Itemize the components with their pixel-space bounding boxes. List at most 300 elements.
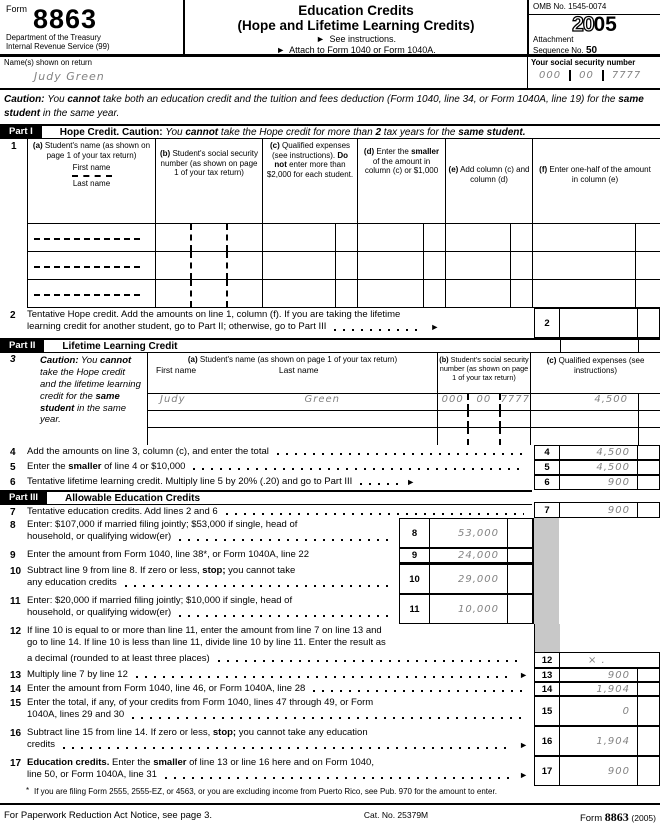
ll-col-a-prefix: (a) [187,355,198,364]
col-c-prefix: (c) [269,141,280,150]
line10-text [0,564,399,594]
bar-empty-cell [638,340,660,352]
dot-leader [277,453,524,455]
dot-leader [334,329,424,331]
line15-number: 15 [10,698,22,709]
footnote-star: * [26,786,30,795]
line13-number: 13 [10,670,22,681]
col-d-text1: Enter the [376,147,409,156]
line6-box-number: 6 [534,475,560,490]
line15-label1: Enter the total, if any, of your credits from Form 1040, lines 47 through 49, or Form [27,697,374,708]
line13-text [0,668,534,682]
line16-cents[interactable] [638,726,660,756]
caution-seg: cannot [67,94,101,105]
ssn-label: Your social security number [531,58,636,67]
line15-amount[interactable]: 0 [560,696,638,726]
line7-text [0,502,534,518]
shaded-area [533,594,559,624]
line10-number: 10 [10,566,22,577]
ssn-value[interactable] [531,70,657,81]
dot-leader [136,676,513,678]
line12-decimal-value[interactable]: × . [560,652,660,668]
dot-leader [218,660,524,662]
col-d-header [358,139,446,223]
hope-student-row [28,224,660,252]
line9-box-number: 9 [399,548,430,564]
line10-cents[interactable] [508,564,533,594]
dot-leader [226,513,524,515]
add-cd-cell[interactable] [446,280,533,307]
line2-text1: Tentative Hope credit. Add the amounts on line 1, column (f). If you are taking the lifetime [27,309,401,320]
footer-form-year: (2005) [631,813,656,823]
dashed-divider [72,175,112,177]
caution-seg: in the same year. [42,107,120,119]
part1-title-seg: tax years for the [383,126,456,138]
taxpayer-row [0,57,660,90]
ll-ssn-part3[interactable]: 7777 [499,394,530,410]
line16-number: 16 [10,728,22,739]
qualified-expenses-cell[interactable] [263,280,358,307]
dot-leader [165,777,513,779]
ssn-field[interactable] [527,57,660,88]
line15-text [0,696,534,726]
dept-line2: Internal Revenue Service (99) [6,42,110,52]
line4-cents[interactable] [638,445,660,460]
line11-box-number: 11 [399,594,430,624]
line10-label2: any education credits [27,577,117,589]
arrow-icon: ► [316,34,325,44]
part1-label: Part I [0,126,42,138]
footer-form-id [580,810,656,825]
student-name-cell[interactable] [28,224,156,251]
line17-amount[interactable]: 900 [560,756,638,786]
arrow-icon: ► [430,322,440,332]
col-d-bold: smaller [411,147,440,156]
line5-cents[interactable] [638,460,660,475]
line14-text [0,682,534,696]
form-title-block [185,0,527,54]
ll-name-cell[interactable] [148,394,438,410]
dot-leader [132,717,524,719]
attach-text: Attach to Form 1040 or Form 1040A. [289,45,436,55]
col-b-prefix: (b) [159,149,171,158]
line15-cents[interactable] [638,696,660,726]
line7-amount[interactable]: 900 [560,502,638,518]
line15-box-number: 15 [534,696,560,726]
line9-amount[interactable]: 24,000 [430,548,508,564]
line12-label2: go to line 14. If line 10 is less than line 11, divide line 10 by line 11. Enter the result as [27,637,386,649]
dashed-entry-line [34,238,139,240]
line16-box-number: 16 [534,726,560,756]
name-field[interactable] [0,57,527,88]
col-f-text: Enter one-half of the amount in column (e) [549,165,651,184]
line11-amount[interactable]: 10,000 [430,594,508,624]
line8-text [0,518,399,548]
footer-form-number: 8863 [604,810,629,824]
student-name-cell[interactable] [28,280,156,307]
line17-box-number: 17 [534,756,560,786]
caution-seg: same student [4,94,644,119]
empty-area [560,624,660,652]
line8-box-number: 8 [399,518,430,548]
line16-amount[interactable]: 1,904 [560,726,638,756]
line8-cents[interactable] [508,518,533,548]
attach-line [185,45,527,55]
line9-text [0,548,399,564]
empty-area [559,594,659,624]
dot-leader [360,483,400,485]
line14-number: 14 [10,684,22,695]
ll-expenses-cell[interactable] [531,411,660,427]
dashed-entry-line [34,266,139,268]
line-12-lower [0,652,660,668]
form-title-line1: Education Credits [298,3,414,18]
page-footer [0,803,660,825]
tax-year [529,15,660,35]
ll-ssn-cell[interactable] [438,394,531,410]
part1-bar [0,124,660,139]
hope-student-row [28,252,660,280]
line12-box-number: 12 [534,652,560,668]
line6-cents[interactable] [638,475,660,490]
ll-ssn-cell[interactable] [438,428,531,445]
part1-title-seg: You [165,126,183,138]
lifetime-learning-block [0,353,660,445]
line5-bold: smaller [68,461,102,472]
shaded-area [533,518,559,548]
shaded-area [534,624,560,652]
line3-caution-seg: Caution: [40,355,79,366]
line9-label: Enter the amount from Form 1040, line 38*, or Form 1040A, line 22 [27,549,309,560]
ll-expenses-cell[interactable] [531,394,660,410]
line11-number: 11 [10,596,21,607]
line3-caution-seg: take the Hope credit and the lifetime learning credit for the [40,366,141,402]
empty-area [559,548,659,564]
col-e-prefix: (e) [448,165,459,174]
paperwork-notice: For Paperwork Reduction Act Notice, see page 3. [4,810,213,821]
line-16 [0,726,660,756]
line16-label1b: you cannot take any education [238,727,368,738]
line4-text [0,445,534,460]
ll-col-b-prefix: (b) [439,355,449,364]
footer-form-word: Form [579,813,603,824]
one-half-cell[interactable] [533,280,657,307]
line4-label: Add the amounts on line 3, column (c), and enter the total [27,446,269,457]
line-11 [0,594,660,624]
col-f-header [533,139,657,223]
line-10 [0,564,660,594]
col-b-text: Student's social security number (as shown on page 1 of your tax return) [160,149,259,178]
department-lines [6,34,110,52]
line12-number: 12 [10,626,22,637]
line8-amount[interactable]: 53,000 [430,518,508,548]
caution-word: Caution: [4,94,45,105]
form-number: 8863 [33,4,98,34]
hope-table-header [28,139,660,224]
attachment-label: Attachment [533,35,574,44]
line-9 [0,548,660,564]
line6-number: 6 [10,477,16,488]
line7-cents[interactable] [638,502,660,518]
line7-box-number: 7 [534,502,560,518]
line3-caution-seg: in the same year. [40,402,127,426]
line-17 [0,756,660,786]
ssn-part3[interactable]: 7777 [602,70,649,81]
line-7 [0,502,660,518]
ll-last-value[interactable]: Green [304,394,341,405]
year-bold: 05 [593,13,617,36]
dot-leader [125,585,389,587]
arrow-icon: ► [519,740,528,750]
col-b-header [156,139,263,223]
add-cd-cell[interactable] [446,252,533,279]
student-ssn-cell[interactable] [156,224,263,251]
caution-seg: You [47,94,65,105]
line9-cents[interactable] [508,548,533,564]
col-d-text2: of the amount in column (c) or $1,000 [364,156,439,176]
col-f-prefix: (f) [539,165,548,174]
ll-col-c-text: Qualified expenses (see instructions) [558,356,645,376]
smaller-amount-cell[interactable] [358,252,446,279]
student-ssn-cell[interactable] [156,252,263,279]
ssn-part2[interactable]: 00 [569,70,602,81]
omb-year-block [527,0,660,54]
line5-label2: of line 4 or $10,000 [104,461,186,472]
line10-bold: stop; [202,565,226,576]
bar-empty-cell [560,340,638,352]
line11-cents[interactable] [508,594,533,624]
year-outline: 20 [572,13,594,36]
dot-leader [63,747,513,749]
part1-title-seg: 2 [375,126,382,138]
one-half-cell[interactable] [533,224,657,251]
caution-seg: take both an education credit and the tuition and fees deduction (Form 1040, line 34, or Form 1040A, line 19) for the [102,94,616,105]
line17-label2: of line 13 or line 16 here and on Form 1040, [189,757,374,768]
asterisk-footnote [0,786,660,800]
form-number-block [0,0,185,54]
ll-lastname-label: Last name [278,365,319,375]
line12-label3: a decimal (rounded to at least three places) [27,653,210,664]
dot-leader [179,615,389,617]
ll-col-c-prefix: (c) [546,356,557,365]
ll-ssn-part2[interactable]: 00 [467,394,498,410]
arrow-icon: ► [519,669,528,680]
line11-label2: household, or qualifying widow(er) [27,607,172,619]
line3-caution-seg: cannot [100,355,132,366]
form-title-line2: (Hope and Lifetime Learning Credits) [237,18,475,33]
part3-label: Part III [0,492,47,504]
line13-cents[interactable] [638,668,660,682]
line4-box-number: 4 [534,445,560,460]
empty-area [559,518,659,548]
line7-label: Tentative education credits. Add lines 2 and 6 [27,506,218,517]
line8-label1: Enter: $107,000 if married filing jointly; $53,000 if single, head of [27,519,298,530]
line-13 [0,668,660,682]
col-e-text: Add column (c) and column (d) [460,165,530,184]
col-c-header [263,139,358,223]
one-half-cell[interactable] [533,252,657,279]
line5-label: Enter the [27,461,66,472]
qualified-expenses-cell[interactable] [263,224,358,251]
part1-title [60,127,526,138]
part2-label: Part II [0,340,44,352]
line12-label1: If line 10 is equal to or more than line 11, enter the amount from line 7 on line 13 and [27,625,382,636]
ll-student-row-3 [148,428,660,445]
add-cd-cell[interactable] [446,224,533,251]
ssn-part1[interactable]: 000 [539,70,562,81]
line2-text2: learning credit for another student, go to Part II; otherwise, go to Part III [27,321,327,333]
dot-leader [313,690,524,692]
student-name-cell[interactable] [28,252,156,279]
col-a-header [28,139,156,223]
line-15 [0,696,660,726]
line3-caution-seg: same student [40,390,120,414]
part2-title: Lifetime Learning Credit [62,340,178,352]
qualified-expenses-cell[interactable] [263,252,358,279]
ll-name-cell[interactable] [148,411,438,427]
see-instructions-line [185,34,527,44]
attachment-sequence [529,35,660,57]
shaded-area [533,548,559,564]
ll-table-header [148,353,660,394]
shaded-area [533,564,559,594]
dot-leader [179,539,389,541]
line16-label1: Subtract line 15 from line 14. If zero or less, [27,727,211,738]
line1-number: 1 [11,141,17,152]
lifetime-learning-table [147,353,660,445]
ll-col-a-header [148,353,438,393]
line3-number: 3 [10,354,16,365]
line13-amount[interactable]: 900 [560,668,638,682]
empty-area [559,564,659,594]
see-instructions-text: See instructions. [329,34,396,44]
line-6 [0,475,660,490]
line2-number: 2 [10,310,16,321]
line17-cents[interactable] [638,756,660,786]
ll-expenses-value[interactable]: 4,500 [594,394,628,405]
line3-caution-seg: You [81,355,98,366]
dashed-entry-line [34,294,139,296]
ll-col-b-text: Student's social security number (as shown on page 1 of your tax return) [439,355,529,383]
ll-firstname-label: First name [156,365,197,375]
line-8 [0,518,660,548]
hope-student-row [28,280,660,308]
line3-caution [0,353,147,445]
col-a-firstname: First name [72,163,111,173]
line8-number: 8 [10,520,16,531]
part1-title-seg: cannot [185,126,219,138]
line5-amount[interactable]: 4,500 [560,460,638,475]
ll-first-value[interactable]: Judy [160,394,186,405]
line12-text [0,624,534,652]
ll-col-a-text: Student's name (as shown on page 1 of your tax return) [199,355,398,364]
col-a-text: Student's name (as shown on page 1 of your tax return) [44,141,151,160]
line14-amount[interactable]: 1,904 [560,682,638,696]
line8-label2: household, or qualifying widow(er) [27,531,172,543]
ll-expenses-cell[interactable] [531,428,660,445]
line6-label: Tentative lifetime learning credit. Multiply line 5 by 20% (.20) and go to Part III [27,476,353,487]
form-word: Form [6,4,27,14]
line2-box-number: 2 [534,308,560,338]
line17-number: 17 [10,758,22,769]
col-d-prefix: (d) [363,147,375,156]
part2-bar [0,338,660,353]
arrow-icon: ► [519,770,528,780]
part1-title-seg: take the Hope credit for more than [220,126,373,138]
line17-label3: line 50, or Form 1040A, line 31 [27,769,157,781]
dept-line1: Department of the Treasury [6,33,101,43]
line11-text [0,594,399,624]
line4-amount[interactable]: 4,500 [560,445,638,460]
ll-name-cell[interactable] [148,428,438,445]
line17-bold1: Education credits. [27,757,110,768]
line7-number: 7 [10,507,16,518]
part1-title-seg: same student. [458,126,526,138]
student-ssn-cell[interactable] [156,280,263,307]
col-a-prefix: (a) [32,141,43,150]
line10-label1b: you cannot take [228,565,296,576]
line14-label: Enter the amount from Form 1040, line 46, or Form 1040A, line 28 [27,683,306,694]
line2-text [0,308,534,338]
line-12-upper [0,624,660,652]
line5-number: 5 [10,462,16,473]
ll-student-row-2 [148,411,660,428]
name-value[interactable]: Judy Green [34,70,105,83]
line15-label2: 1040A, lines 29 and 30 [27,709,125,721]
line14-box-number: 14 [534,682,560,696]
top-caution [0,90,660,124]
hope-credit-table [11,139,660,308]
smaller-amount-cell[interactable] [358,280,446,307]
line5-box-number: 5 [534,460,560,475]
part3-title: Allowable Education Credits [65,492,201,504]
ll-student-row-1 [148,394,660,411]
line-5 [0,460,660,475]
line9-number: 9 [10,550,16,561]
catalog-number: Cat. No. 25379M [363,810,429,820]
line16-text [0,726,534,756]
line-14 [0,682,660,696]
line2-cents[interactable] [638,308,660,338]
line16-label2: credits [27,739,55,751]
ll-col-b-header [438,353,531,393]
line16-bold: stop; [212,727,237,738]
col-e-header [446,139,533,223]
line10-box-number: 10 [399,564,430,594]
footnote-text: If you are filing Form 2555, 2555-EZ, or 4563, or you are excluding income from Puerto Rico, see Pub. 970 for the amount to enter. [34,787,497,796]
ll-col-c-header [531,353,660,393]
arrow-icon: ► [276,45,286,55]
line10-amount[interactable]: 29,000 [430,564,508,594]
line10-label1: Subtract line 9 from line 8. If zero or less, [27,565,200,576]
part1-title-seg: Hope Credit. Caution: [59,126,163,138]
line-2 [0,308,660,338]
omb-number: OMB No. 1545-0074 [529,0,660,15]
line6-amount[interactable]: 900 [560,475,638,490]
smaller-amount-cell[interactable] [358,224,446,251]
name-label: Name(s) shown on return [4,58,92,67]
line17-bold2: smaller [153,757,187,768]
ll-ssn-part1[interactable]: 000 [441,394,464,405]
line17-label1: Enter the [112,757,151,768]
ll-ssn-cell[interactable] [438,411,531,427]
line2-amount[interactable] [560,308,638,338]
col-a-lastname: Last name [72,178,111,188]
line14-cents[interactable] [638,682,660,696]
line12-text2 [0,652,534,668]
sequence-label: Sequence No. [533,45,584,55]
col-c-text2: enter more than $2,000 for each student. [266,160,354,179]
